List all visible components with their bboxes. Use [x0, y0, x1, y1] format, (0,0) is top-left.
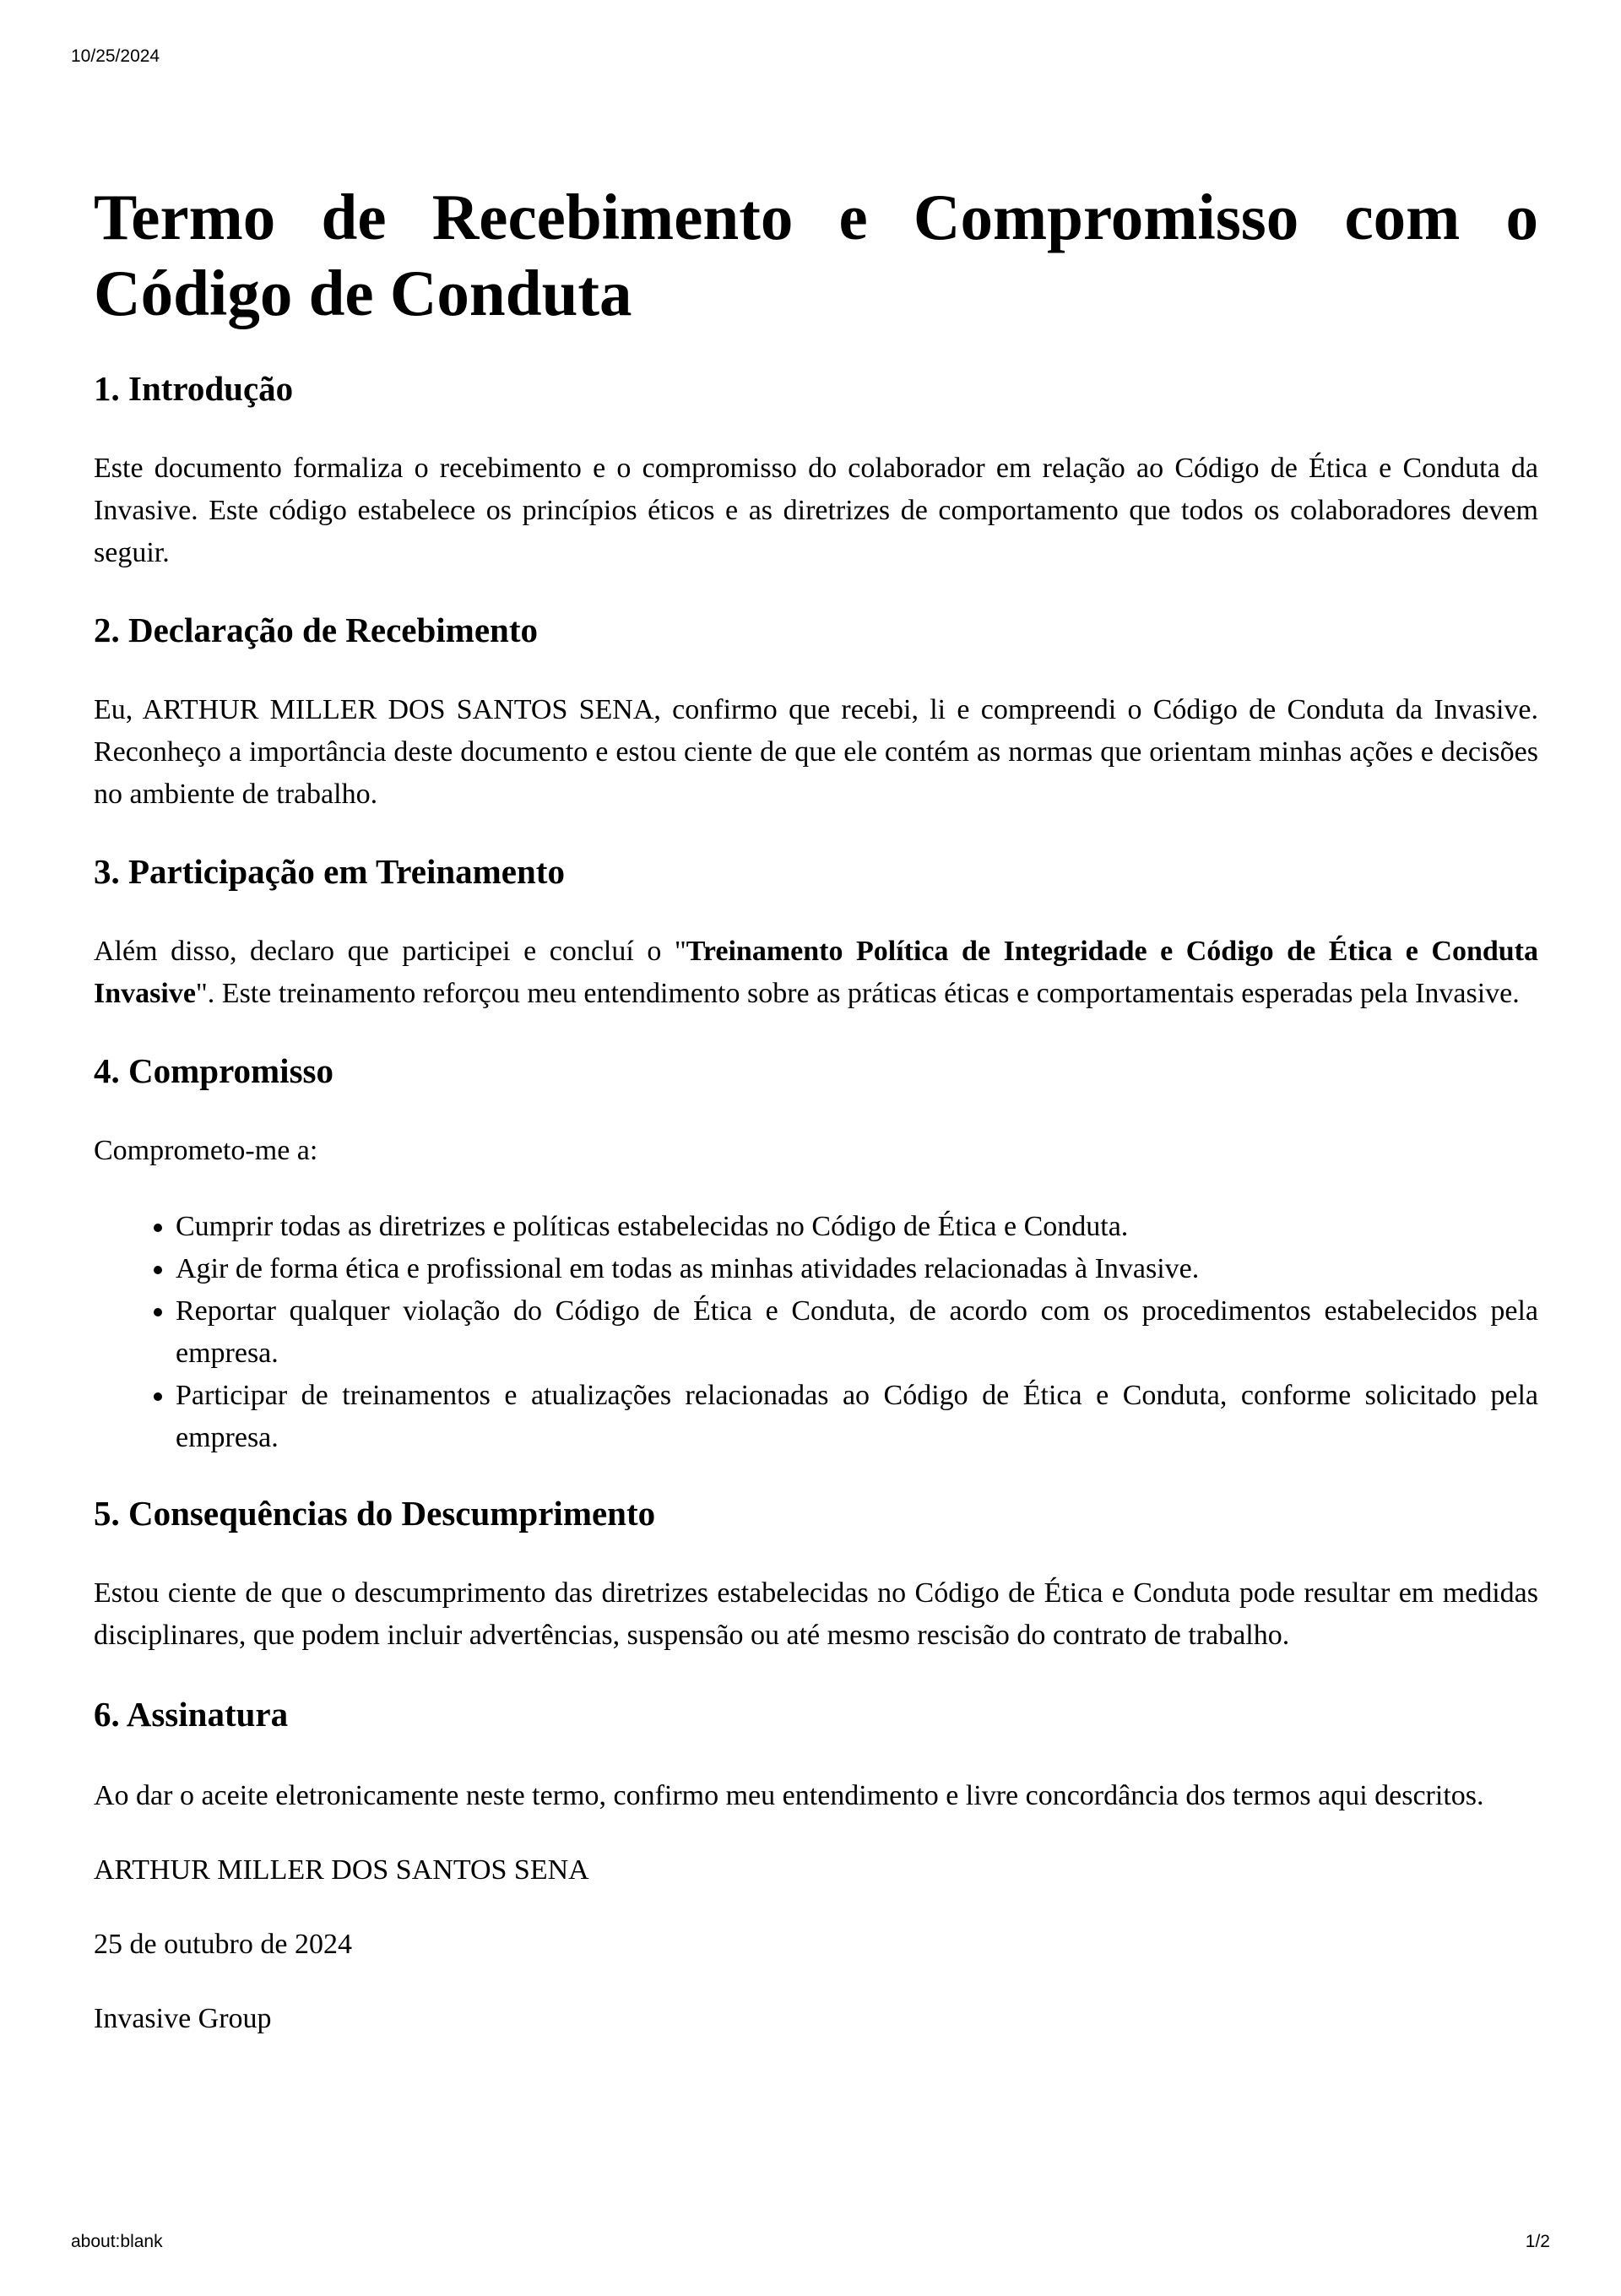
list-item: • Participar de treinamentos e atualizações relacionadas ao Código de Ética e Conduta, conforme solicitado pela empresa. [176, 1375, 1538, 1459]
print-footer-page-number: 1/2 [1525, 2232, 1550, 2251]
document-title: Termo de Recebimento e Compromisso com o Código de Conduta [94, 181, 1538, 329]
document-body [94, 179, 1538, 2040]
section-paragraph-treinamento [94, 931, 1538, 1015]
signature-name: ARTHUR MILLER DOS SANTOS SENA [94, 1854, 589, 1886]
section-paragraph-compromisso: Comprometo-me a: [94, 1135, 318, 1166]
signature-date: 25 de outubro de 2024 [94, 1929, 352, 1960]
section-title-assinatura: 6. Assinatura [94, 1695, 289, 1734]
training-name-bold: Treinamento Política de Integridade e Código de Ética e Conduta Invasive [94, 936, 1538, 1009]
section-paragraph-assinatura: Ao dar o aceite eletronicamente neste termo, confirmo meu entendimento e livre concordância dos termos aqui descritos. [94, 1780, 1484, 1811]
section-title-consequencias: 5. Consequências do Descumprimento [94, 1494, 656, 1533]
signature-company: Invasive Group [94, 2003, 272, 2034]
print-header-date: 10/25/2024 [71, 46, 160, 66]
list-item: • Cumprir todas as diretrizes e políticas estabelecidas no Código de Ética e Conduta. [176, 1206, 1538, 1248]
paragraph-text-end: ". Este treinamento reforçou meu entendimento sobre as práticas éticas e comportamentais esperadas pela Invasive. [195, 978, 1520, 1009]
section-paragraph-introducao: Este documento formaliza o recebimento e o compromisso do colaborador em relação ao Código de Ética e Conduta da Invasive. Este código estabelece os princípios éticos e as diretrizes de comportamento que todos os colaboradores devem seguir. [94, 453, 1538, 568]
section-paragraph-declaracao: Eu, ARTHUR MILLER DOS SANTOS SENA, confirmo que recebi, li e compreendi o Código de Conduta da Invasive. Reconheço a importância deste documento e estou ciente de que ele contém as normas que orientam minhas ações e decisões no ambiente de trabalho. [94, 694, 1538, 810]
section-paragraph-consequencias: Estou ciente de que o descumprimento das diretrizes estabelecidas no Código de Ética e Conduta pode resultar em medidas disciplinares, que podem incluir advertências, suspensão ou até mesmo rescisão do contrato de trabalho. [94, 1577, 1538, 1651]
paragraph-text-start: Além disso, declaro que participei e concluí o " [94, 936, 686, 967]
section-title-declaracao: 2. Declaração de Recebimento [94, 611, 538, 649]
list-item: • Agir de forma ética e profissional em todas as minhas atividades relacionadas à Invasive. [176, 1248, 1538, 1290]
section-title-introducao: 1. Introdução [94, 369, 294, 408]
print-footer-url: about:blank [71, 2232, 163, 2251]
commitment-list [94, 1206, 1538, 1459]
list-item: • Reportar qualquer violação do Código de Ética e Conduta, de acordo com os procedimentos estabelecidos pela empresa. [176, 1290, 1538, 1375]
section-title-treinamento: 3. Participação em Treinamento [94, 852, 565, 891]
section-title-compromisso: 4. Compromisso [94, 1051, 333, 1090]
